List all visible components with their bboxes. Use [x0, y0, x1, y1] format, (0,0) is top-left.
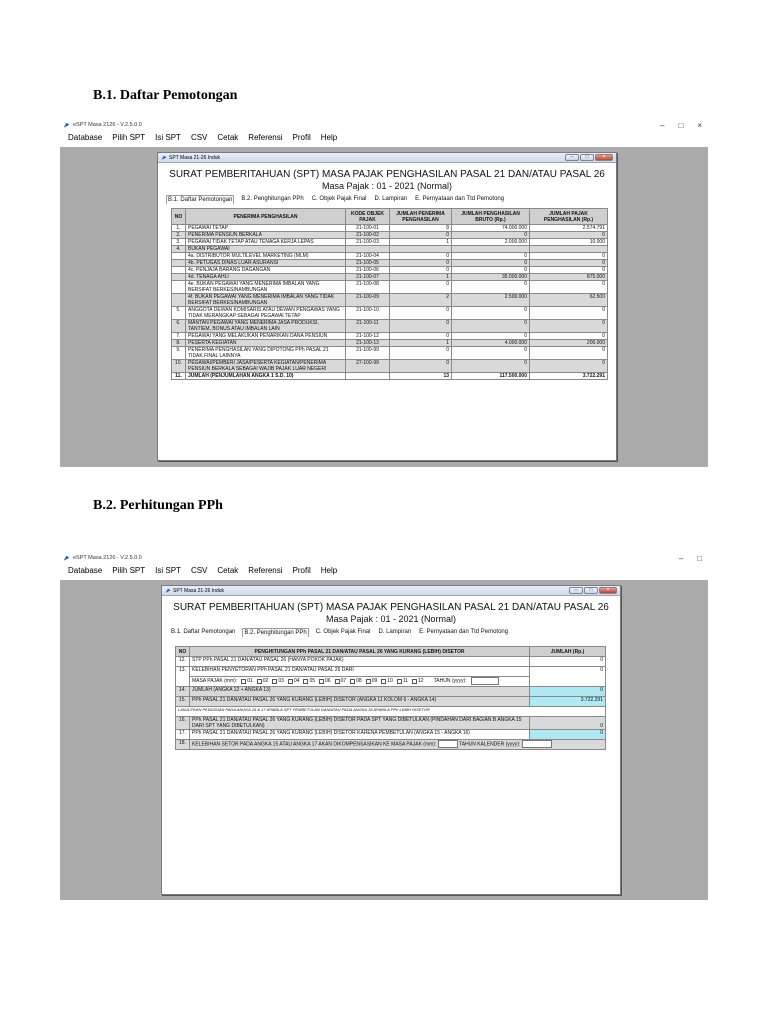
row-no: 7. — [172, 333, 186, 340]
row-text: PPh PASAL 21 DAN/ATAU PASAL 26 YANG KURANG (LEBIH) DISETOR KARENA PEMBETULAN (ANGKA 15 - ANGKA 16) — [190, 730, 530, 740]
table-row — [172, 307, 608, 320]
months-cell — [190, 677, 530, 687]
row-no — [172, 260, 186, 267]
row-pajak[interactable]: 0 — [530, 333, 608, 340]
continuation-note: LANJUTKAN PENGISIAN PADA ANGKA 16 & 17 APABILA SPT PEMBETULAN DAN/ATAU PADA ANGKA 18 APABILA PPh LEBIH DISETOR — [176, 707, 606, 717]
row-14 — [176, 687, 606, 697]
menu-help[interactable]: Help — [320, 132, 338, 142]
col-header-kode: KODE OBJEK PAJAK — [346, 209, 390, 225]
checkbox-icon[interactable] — [319, 679, 324, 684]
row-kode: 27-100-99 — [346, 360, 390, 373]
dialog-close-icon[interactable]: × — [599, 587, 617, 594]
row-penerima: PEGAWAI TETAP — [186, 225, 346, 232]
tab-penghitungan-pph[interactable]: B.2. Penghitungan PPh — [241, 196, 304, 202]
row-jumlah-penerima[interactable]: 1 — [390, 274, 452, 281]
table-row — [172, 239, 608, 246]
row-12 — [176, 657, 606, 667]
month-checkbox-04[interactable] — [288, 678, 300, 684]
menu-csv[interactable]: CSV — [190, 565, 208, 575]
col-header-penghitungan: PENGHITUNGAN PPh PASAL 21 DAN/ATAU PASAL 26 YANG KURANG (LEBIH) DISETOR — [190, 647, 530, 657]
row-text: STP PPh PASAL 21 DAN/ATAU PASAL 26 (HANYA POKOK PAJAK) — [190, 657, 530, 667]
row-penerima: PESERTA KEGIATAN — [186, 340, 346, 347]
row-bruto[interactable]: 35.000.000 — [452, 274, 530, 281]
menu-pilih-spt[interactable]: Pilih SPT — [112, 565, 146, 575]
row-14-value: 0 — [530, 687, 606, 697]
row-penerima: JUMLAH (PENJUMLAHAN ANGKA 1 S.D. 10) — [186, 373, 346, 380]
kompensasi-masa-input[interactable] — [438, 740, 458, 748]
row-bruto[interactable]: 2.500.000 — [452, 294, 530, 307]
row-penerima: 4b. PETUGAS DINAS LUAR ASURANSI — [186, 260, 346, 267]
row-no — [172, 267, 186, 274]
menu-csv[interactable]: CSV — [190, 132, 208, 142]
row-bruto[interactable]: 0 — [452, 320, 530, 333]
tab-pernyataan[interactable]: E. Pernyataan dan Ttd Pemotong — [419, 629, 509, 635]
row-13-input[interactable]: 0 — [530, 667, 606, 687]
row-kode: 21-100-10 — [346, 307, 390, 320]
row-no: 11. — [172, 373, 186, 380]
row-17-value: 0 — [530, 730, 606, 740]
workspace — [60, 147, 708, 467]
maximize-icon[interactable]: □ — [678, 120, 684, 130]
row-bruto[interactable]: 0 — [452, 307, 530, 320]
month-checkbox-01[interactable] — [241, 678, 253, 684]
row-bruto[interactable]: 117.500.000 — [452, 373, 530, 380]
app-title: eSPT Masa 2126 - V.2.5.0.0 — [73, 555, 142, 561]
row-penerima: PENERIMA PENSIUN BERKALA — [186, 232, 346, 239]
row-penerima: 4d. TENAGA AHLI — [186, 274, 346, 281]
col-header-jumlah: JUMLAH (Rp.) — [530, 647, 606, 657]
menu-bar — [60, 564, 708, 576]
tab-bar — [162, 628, 620, 637]
row-kode — [346, 373, 390, 380]
row-pajak[interactable]: 0 — [530, 267, 608, 274]
row-pajak[interactable]: 0 — [530, 307, 608, 320]
month-checkbox-11[interactable] — [397, 678, 408, 684]
menu-bar — [60, 131, 708, 143]
tahun-input[interactable] — [471, 677, 499, 685]
row-no: 10. — [172, 360, 186, 373]
row-pajak[interactable] — [530, 246, 608, 253]
minimize-icon[interactable]: – — [678, 553, 684, 563]
section-heading-b2: B.2. Perhitungan PPh — [93, 498, 223, 513]
tab-lampiran[interactable]: D. Lampiran — [378, 629, 412, 635]
row-no — [172, 281, 186, 294]
row-jumlah-penerima[interactable]: 0 — [390, 320, 452, 333]
row-18 — [176, 740, 606, 750]
row-no: 17. — [176, 730, 190, 740]
row-jumlah-penerima[interactable]: 0 — [390, 307, 452, 320]
checkbox-icon[interactable] — [241, 679, 246, 684]
row-kode: 21-100-02 — [346, 232, 390, 239]
table-row — [172, 274, 608, 281]
row-bruto[interactable]: 74.000.000 — [452, 225, 530, 232]
row-jumlah-penerima[interactable]: 1 — [390, 239, 452, 246]
row-jumlah-penerima[interactable]: 0 — [390, 360, 452, 373]
row-pajak[interactable]: 10.000 — [530, 239, 608, 246]
row-jumlah-penerima[interactable]: 13 — [390, 373, 452, 380]
tab-bar — [158, 195, 616, 204]
app-logo-icon — [63, 555, 70, 562]
dialog-title-bar — [158, 153, 616, 163]
row-text: PPh PASAL 21 DAN/ATAU PASAL 26 YANG KURANG (LEBIH) DISETOR PADA SPT YANG DIBETULKAN (PINDAHAN DARI BAGIAN B ANGKA 15 DARI SPT YANG DIBETULKAN) — [190, 717, 530, 730]
month-checkbox-09[interactable] — [366, 678, 378, 684]
col-header-no: NO — [176, 647, 190, 657]
dialog-minimize-icon[interactable]: – — [569, 587, 583, 594]
menu-referensi[interactable]: Referensi — [248, 565, 283, 575]
row-bruto[interactable]: 0 — [452, 347, 530, 360]
month-checkbox-10[interactable] — [381, 678, 393, 684]
row-16 — [176, 717, 606, 730]
row-no — [172, 253, 186, 260]
menu-isi-spt[interactable]: Isi SPT — [155, 565, 181, 575]
menu-cetak[interactable]: Cetak — [217, 565, 239, 575]
tab-objek-pajak-final[interactable]: C. Objek Pajak Final — [315, 629, 371, 635]
row-bruto[interactable]: 0 — [452, 360, 530, 373]
table-row — [172, 294, 608, 307]
table-row — [172, 340, 608, 347]
row-bruto[interactable]: 0 — [452, 232, 530, 239]
checkbox-icon[interactable] — [366, 679, 371, 684]
app-logo-icon — [63, 122, 70, 129]
row-kode: 21-100-03 — [346, 239, 390, 246]
dialog-title: SPT Masa 21-26 Induk — [173, 587, 225, 594]
row-penerima: MANTAN PEGAWAI YANG MENERIMA JASA PRODUKSI, TANTIEM, BONUS ATAU IMBALAN LAIN — [186, 320, 346, 333]
maximize-icon[interactable]: □ — [697, 553, 702, 563]
tahun-kalender-label: TAHUN KALENDER (yyyy): — [459, 741, 521, 748]
dialog-icon — [165, 588, 171, 594]
month-label: 03 — [278, 678, 284, 684]
row-kode: 21-100-08 — [346, 281, 390, 294]
row-pajak[interactable]: 0 — [530, 260, 608, 267]
row-penerima: PEGAWAI/PEMBERI JASA/PESERTA KEGIATAN/PENERIMA PENSIUN BERKALA SEBAGAI WAJIB PAJAK LUAR NEGERI — [186, 360, 346, 373]
tab-penghitungan-pph[interactable]: B.2. Penghitungan PPh — [244, 630, 307, 636]
row-no: 15. — [176, 697, 190, 707]
row-kode: 21-100-11 — [346, 320, 390, 333]
penghitungan-pph-table — [175, 646, 606, 750]
menu-database[interactable]: Database — [68, 565, 103, 575]
menu-profil[interactable]: Profil — [292, 132, 311, 142]
menu-isi-spt[interactable]: Isi SPT — [155, 132, 181, 142]
row-bruto[interactable]: 0 — [452, 281, 530, 294]
dialog-icon — [161, 155, 167, 161]
row-kode: 21-100-07 — [346, 274, 390, 281]
col-header-no: NO — [172, 209, 186, 225]
row-pajak[interactable]: 2.574.791 — [530, 225, 608, 232]
tab-daftar-pemotongan[interactable]: B.1. Daftar Pemotongan — [168, 197, 233, 203]
row-bruto[interactable]: 0 — [452, 260, 530, 267]
checkbox-icon[interactable] — [350, 679, 355, 684]
tahun-kalender-input[interactable] — [522, 740, 552, 748]
table-row — [172, 373, 608, 380]
table-row — [172, 225, 608, 232]
row-text: JUMLAH (ANGKA 12 + ANGKA 13) — [190, 687, 530, 697]
menu-cetak[interactable]: Cetak — [217, 132, 239, 142]
close-icon[interactable]: × — [697, 120, 702, 130]
menu-database[interactable]: Database — [68, 132, 103, 142]
dialog-title: SPT Masa 21-26 Induk — [169, 154, 221, 161]
row-jumlah-penerima[interactable]: 0 — [390, 253, 452, 260]
daftar-pemotongan-table — [171, 208, 608, 380]
menu-help[interactable]: Help — [320, 565, 338, 575]
app-title: eSPT Masa 2126 - V.2.5.0.0 — [73, 122, 142, 128]
table-row — [172, 253, 608, 260]
col-header-jumlah-penerima: JUMLAH PENERIMA PENGHASILAN — [390, 209, 452, 225]
section-heading-b1: B.1. Daftar Pemotongan — [93, 88, 238, 103]
app-window-b1 — [60, 119, 708, 467]
row-penerima: PEGAWAI TIDAK TETAP ATAU TENAGA KERJA LEPAS — [186, 239, 346, 246]
month-checkbox-06[interactable] — [319, 678, 331, 684]
row-15 — [176, 697, 606, 707]
row-kode: 21-100-06 — [346, 267, 390, 274]
tab-objek-pajak-final[interactable]: C. Objek Pajak Final — [311, 196, 367, 202]
row-no: 16. — [176, 717, 190, 730]
row-no: 3. — [172, 239, 186, 246]
menu-pilih-spt[interactable]: Pilih SPT — [112, 132, 146, 142]
row-bruto[interactable]: 0 — [452, 267, 530, 274]
row-kode: 21-100-05 — [346, 260, 390, 267]
menu-profil[interactable]: Profil — [292, 565, 311, 575]
row-kode: 21-100-13 — [346, 340, 390, 347]
workspace — [60, 580, 708, 900]
col-header-pajak: JUMLAH PAJAK PENGHASILAN (Rp.) — [530, 209, 608, 225]
row-bruto[interactable]: 0 — [452, 253, 530, 260]
row-jumlah-penerima[interactable]: 1 — [390, 340, 452, 347]
month-label: 01 — [247, 678, 253, 684]
table-body — [172, 225, 608, 380]
row-kode: 21-100-99 — [346, 347, 390, 360]
row-jumlah-penerima[interactable] — [390, 246, 452, 253]
row-no: 5. — [172, 307, 186, 320]
table-row — [172, 347, 608, 360]
row-jumlah-penerima[interactable]: 0 — [390, 333, 452, 340]
row-jumlah-penerima[interactable]: 0 — [390, 232, 452, 239]
spt-dialog — [157, 152, 617, 461]
row-pajak[interactable]: 62.500 — [530, 294, 608, 307]
tab-daftar-pemotongan[interactable]: B.1. Daftar Pemotongan — [171, 629, 236, 635]
table-row — [172, 232, 608, 239]
row-bruto[interactable] — [452, 246, 530, 253]
row-penerima: PEGAWAI YANG MELAKUKAN PENARIKAN DANA PENSIUN — [186, 333, 346, 340]
app-window-b2 — [60, 552, 708, 900]
dialog-close-icon[interactable]: × — [595, 154, 613, 161]
row-penerima: 4f. BUKAN PEGAWAI YANG MENERIMA IMBALAN YANG TIDAK BERSIFAT BERKESINAMBUNGAN — [186, 294, 346, 307]
row-jumlah-penerima[interactable]: 8 — [390, 225, 452, 232]
table-row — [172, 320, 608, 333]
month-checkbox-12[interactable] — [412, 678, 424, 684]
checkbox-icon[interactable] — [288, 679, 293, 684]
form-title: SURAT PEMBERITAHUAN (SPT) MASA PAJAK PENGHASILAN PASAL 21 DAN/ATAU PASAL 26 — [173, 602, 609, 613]
tab-lampiran[interactable]: D. Lampiran — [374, 196, 408, 202]
row-pajak[interactable]: 0 — [530, 253, 608, 260]
row-no: 4. — [172, 246, 186, 253]
checkbox-icon[interactable] — [412, 679, 417, 684]
row-jumlah-penerima[interactable]: 0 — [390, 260, 452, 267]
spt-dialog — [161, 585, 621, 895]
row-13 — [176, 667, 606, 677]
row-bruto[interactable]: 2.000.000 — [452, 239, 530, 246]
month-checkbox-03[interactable] — [272, 678, 284, 684]
month-label: 04 — [293, 678, 300, 684]
row-jumlah-penerima[interactable]: 0 — [390, 347, 452, 360]
row-15-value: 3.722.291 — [530, 697, 606, 707]
masa-pajak: Masa Pajak : 01 - 2021 (Normal) — [321, 181, 453, 191]
row-no: 14. — [176, 687, 190, 697]
row-text: KELEBIHAN SETOR PADA ANGKA 15 ATAU ANGKA 17 AKAN DIKOMPENSASIKAN KE MASA PAJAK (mm): — [192, 741, 437, 748]
month-checkbox-07[interactable] — [335, 678, 347, 684]
row-pajak[interactable]: 0 — [530, 281, 608, 294]
table-row — [172, 281, 608, 294]
row-text: KELEBIHAN PENYETORAN PPh PASAL 21 DAN/ATAU PASAL 26 DARI — [190, 667, 530, 677]
row-penerima: 4e. BUKAN PEGAWAI YANG MENERIMA IMBALAN YANG BERSIFAT BERKESINAMBUNGAN — [186, 281, 346, 294]
month-label: 11 — [402, 678, 409, 684]
row-bruto[interactable]: 0 — [452, 333, 530, 340]
checkbox-icon[interactable] — [303, 679, 308, 684]
row-jumlah-penerima[interactable]: 2 — [390, 294, 452, 307]
month-checkbox-08[interactable] — [350, 678, 362, 684]
row-penerima: 4a. DISTRIBUTOR MULTILEVEL MARKETING (MLM) — [186, 253, 346, 260]
month-label: 05 — [309, 678, 316, 684]
row-note — [176, 707, 606, 717]
row-kode: 21-100-04 — [346, 253, 390, 260]
row-no: 8. — [172, 340, 186, 347]
dialog-maximize-icon[interactable]: □ — [584, 587, 598, 594]
table-row — [172, 246, 608, 253]
month-label: 10 — [387, 678, 393, 684]
row-no: 6. — [172, 320, 186, 333]
menu-referensi[interactable]: Referensi — [248, 132, 283, 142]
row-penerima: ANGGOTA DEWAN KOMISARIS ATAU DEWAN PENGAWAS YANG TIDAK MERANGKAP SEBAGAI PEGAWAI TETAP — [186, 307, 346, 320]
month-checkbox-05[interactable] — [303, 678, 315, 684]
row-pajak[interactable]: 0 — [530, 360, 608, 373]
row-pajak[interactable]: 875.000 — [530, 274, 608, 281]
checkbox-icon[interactable] — [272, 679, 277, 684]
table-row — [172, 260, 608, 267]
row-no: 12. — [176, 657, 190, 667]
dialog-minimize-icon[interactable]: – — [565, 154, 579, 161]
minimize-icon[interactable]: – — [660, 120, 665, 130]
row-no — [172, 294, 186, 307]
row-bruto[interactable]: 4.000.000 — [452, 340, 530, 347]
row-no: 1. — [172, 225, 186, 232]
row-kode: 21-100-12 — [346, 333, 390, 340]
checkbox-icon[interactable] — [381, 679, 386, 684]
masa-pajak-label: MASA PAJAK (mm): — [192, 678, 238, 684]
dialog-title-bar — [162, 586, 620, 596]
month-label: 09 — [371, 678, 378, 684]
month-label: 07 — [340, 678, 347, 684]
tab-pernyataan[interactable]: E. Pernyataan dan Ttd Pemotong — [415, 196, 505, 202]
table-row — [172, 360, 608, 373]
month-label: 02 — [262, 678, 269, 684]
row-no — [172, 274, 186, 281]
title-bar — [60, 119, 708, 131]
checkbox-icon[interactable] — [257, 679, 262, 684]
title-bar — [60, 552, 708, 564]
row-18-content — [190, 740, 606, 750]
col-header-penerima: PENERIMA PENGHASILAN — [186, 209, 346, 225]
row-pajak[interactable]: 3.722.291 — [530, 373, 608, 380]
row-no: 13. — [176, 667, 190, 687]
checkbox-icon[interactable] — [335, 679, 340, 684]
row-penerima: 4c. PENJAJA BARANG DAGANGAN — [186, 267, 346, 274]
row-pajak[interactable]: 0 — [530, 320, 608, 333]
row-pajak[interactable]: 0 — [530, 232, 608, 239]
table-row — [172, 333, 608, 340]
form-title: SURAT PEMBERITAHUAN (SPT) MASA PAJAK PENGHASILAN PASAL 21 DAN/ATAU PASAL 26 — [169, 169, 605, 180]
row-pajak[interactable]: 200.000 — [530, 340, 608, 347]
month-checkbox-02[interactable] — [257, 678, 269, 684]
row-penerima: PENERIMA PENGHASILAN YANG DIPOTONG PPh PASAL 21 TIDAK FINAL LAINNYA — [186, 347, 346, 360]
row-16-value: 0 — [530, 717, 606, 730]
tahun-label: TAHUN (yyyy): — [433, 678, 467, 684]
row-jumlah-penerima[interactable]: 0 — [390, 267, 452, 274]
row-no: 2. — [172, 232, 186, 239]
checkbox-icon[interactable] — [397, 679, 402, 684]
row-no: 9. — [172, 347, 186, 360]
row-text: PPh PASAL 21 DAN/ATAU PASAL 26 YANG KURANG (LEBIH) DISETOR (ANGKA 11 KOLOM 6 - ANGKA 14) — [190, 697, 530, 707]
row-kode — [346, 246, 390, 253]
month-label: 12 — [418, 678, 424, 684]
row-penerima: BUKAN PEGAWAI — [186, 246, 346, 253]
month-label: 08 — [356, 678, 362, 684]
row-jumlah-penerima[interactable]: 0 — [390, 281, 452, 294]
row-kode: 21-100-09 — [346, 294, 390, 307]
col-header-bruto: JUMLAH PENGHASILAN BRUTO (Rp.) — [452, 209, 530, 225]
row-kode: 21-100-01 — [346, 225, 390, 232]
month-label: 06 — [325, 678, 331, 684]
row-pajak[interactable]: 0 — [530, 347, 608, 360]
row-17 — [176, 730, 606, 740]
masa-pajak: Masa Pajak : 01 - 2021 (Normal) — [325, 614, 457, 624]
month-checkboxes — [192, 677, 527, 685]
table-row — [172, 267, 608, 274]
dialog-maximize-icon[interactable]: □ — [580, 154, 594, 161]
row-no: 18. — [176, 740, 190, 750]
row-12-input[interactable]: 0 — [530, 657, 606, 667]
